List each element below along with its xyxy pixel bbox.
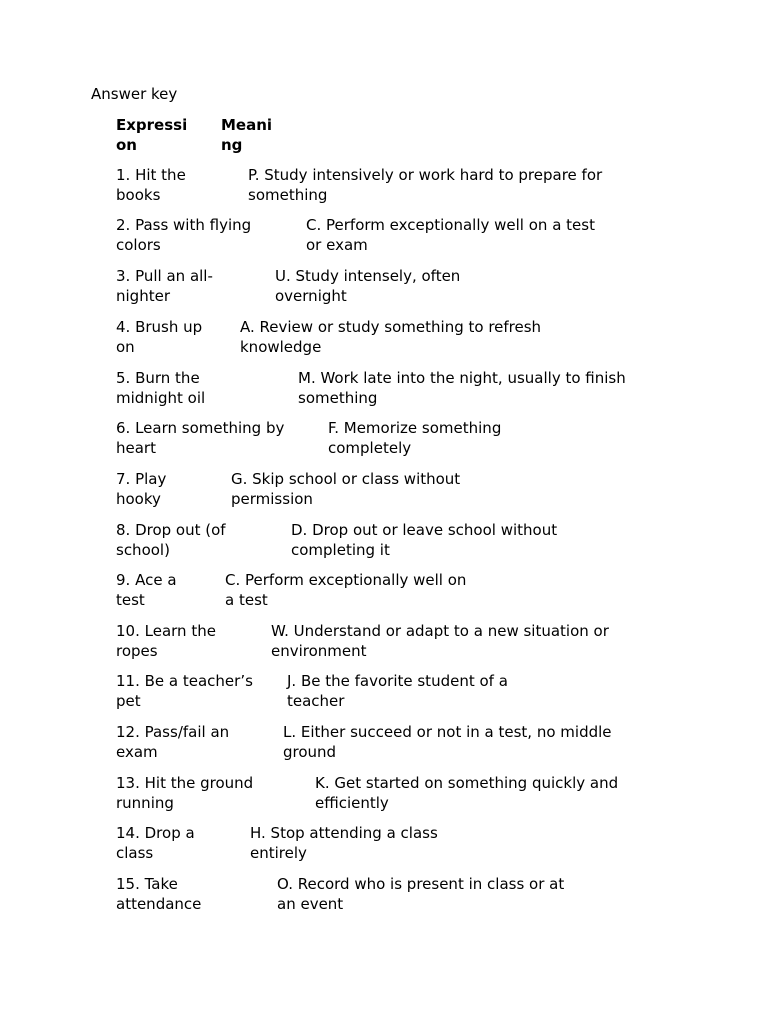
list-item: [116, 469, 676, 509]
expression-text: 7. Play hooky: [116, 470, 167, 508]
expression-text: 9. Ace a test: [116, 571, 177, 609]
expression-text: 3. Pull an all- nighter: [116, 267, 213, 305]
list-item: [116, 570, 676, 610]
expression-text: 15. Take attendance: [116, 875, 202, 913]
expression-text: 4. Brush up on: [116, 318, 203, 356]
expression-text: 6. Learn something by heart: [116, 419, 285, 457]
meaning-text: J. Be the favorite student of a teacher: [287, 672, 508, 710]
page-title: Answer key: [91, 85, 178, 103]
list-item: [116, 418, 676, 458]
expression-text: 13. Hit the ground running: [116, 774, 254, 812]
meaning-text: H. Stop attending a class entirely: [250, 824, 438, 862]
expression-text: 8. Drop out (of school): [116, 521, 226, 559]
meaning-text: D. Drop out or leave school without completing it: [291, 521, 558, 559]
list-item: [116, 773, 676, 813]
meaning-text: M. Work late into the night, usually to finish something: [298, 369, 626, 407]
meaning-text: C. Perform exceptionally well on a test or exam: [306, 216, 595, 254]
list-item: [116, 165, 676, 205]
list-item: [116, 621, 676, 661]
meaning-text: C. Perform exceptionally well on a test: [225, 571, 467, 609]
list-item: [116, 722, 676, 762]
meaning-text: A. Review or study something to refresh knowledge: [240, 318, 542, 356]
meaning-text: G. Skip school or class without permission: [231, 470, 461, 508]
meaning-text: U. Study intensely, often overnight: [275, 267, 461, 305]
meaning-text: W. Understand or adapt to a new situation or environment: [271, 622, 609, 660]
list-item: [116, 874, 676, 914]
list-item: [116, 317, 676, 357]
column-header-meaning: Meani ng: [221, 116, 273, 154]
meaning-text: F. Memorize something completely: [328, 419, 502, 457]
expression-text: 11. Be a teacher’s pet: [116, 672, 253, 710]
list-item: [116, 266, 676, 306]
list-item: [116, 671, 676, 711]
meaning-text: L. Either succeed or not in a test, no middle ground: [283, 723, 612, 761]
list-item: [116, 520, 676, 560]
expression-text: 5. Burn the midnight oil: [116, 369, 206, 407]
list-item: [116, 215, 676, 255]
meaning-text: O. Record who is present in class or at an event: [277, 875, 565, 913]
expression-text: 2. Pass with flying colors: [116, 216, 252, 254]
expression-text: 1. Hit the books: [116, 166, 186, 204]
expression-text: 14. Drop a class: [116, 824, 195, 862]
column-header-expression: Expressi on: [116, 116, 188, 154]
expression-text: 12. Pass/fail an exam: [116, 723, 230, 761]
list-item: [116, 368, 676, 408]
list-item: [116, 823, 676, 863]
meaning-text: K. Get started on something quickly and efficiently: [315, 774, 619, 812]
meaning-text: P. Study intensively or work hard to prepare for something: [248, 166, 603, 204]
expression-text: 10. Learn the ropes: [116, 622, 216, 660]
